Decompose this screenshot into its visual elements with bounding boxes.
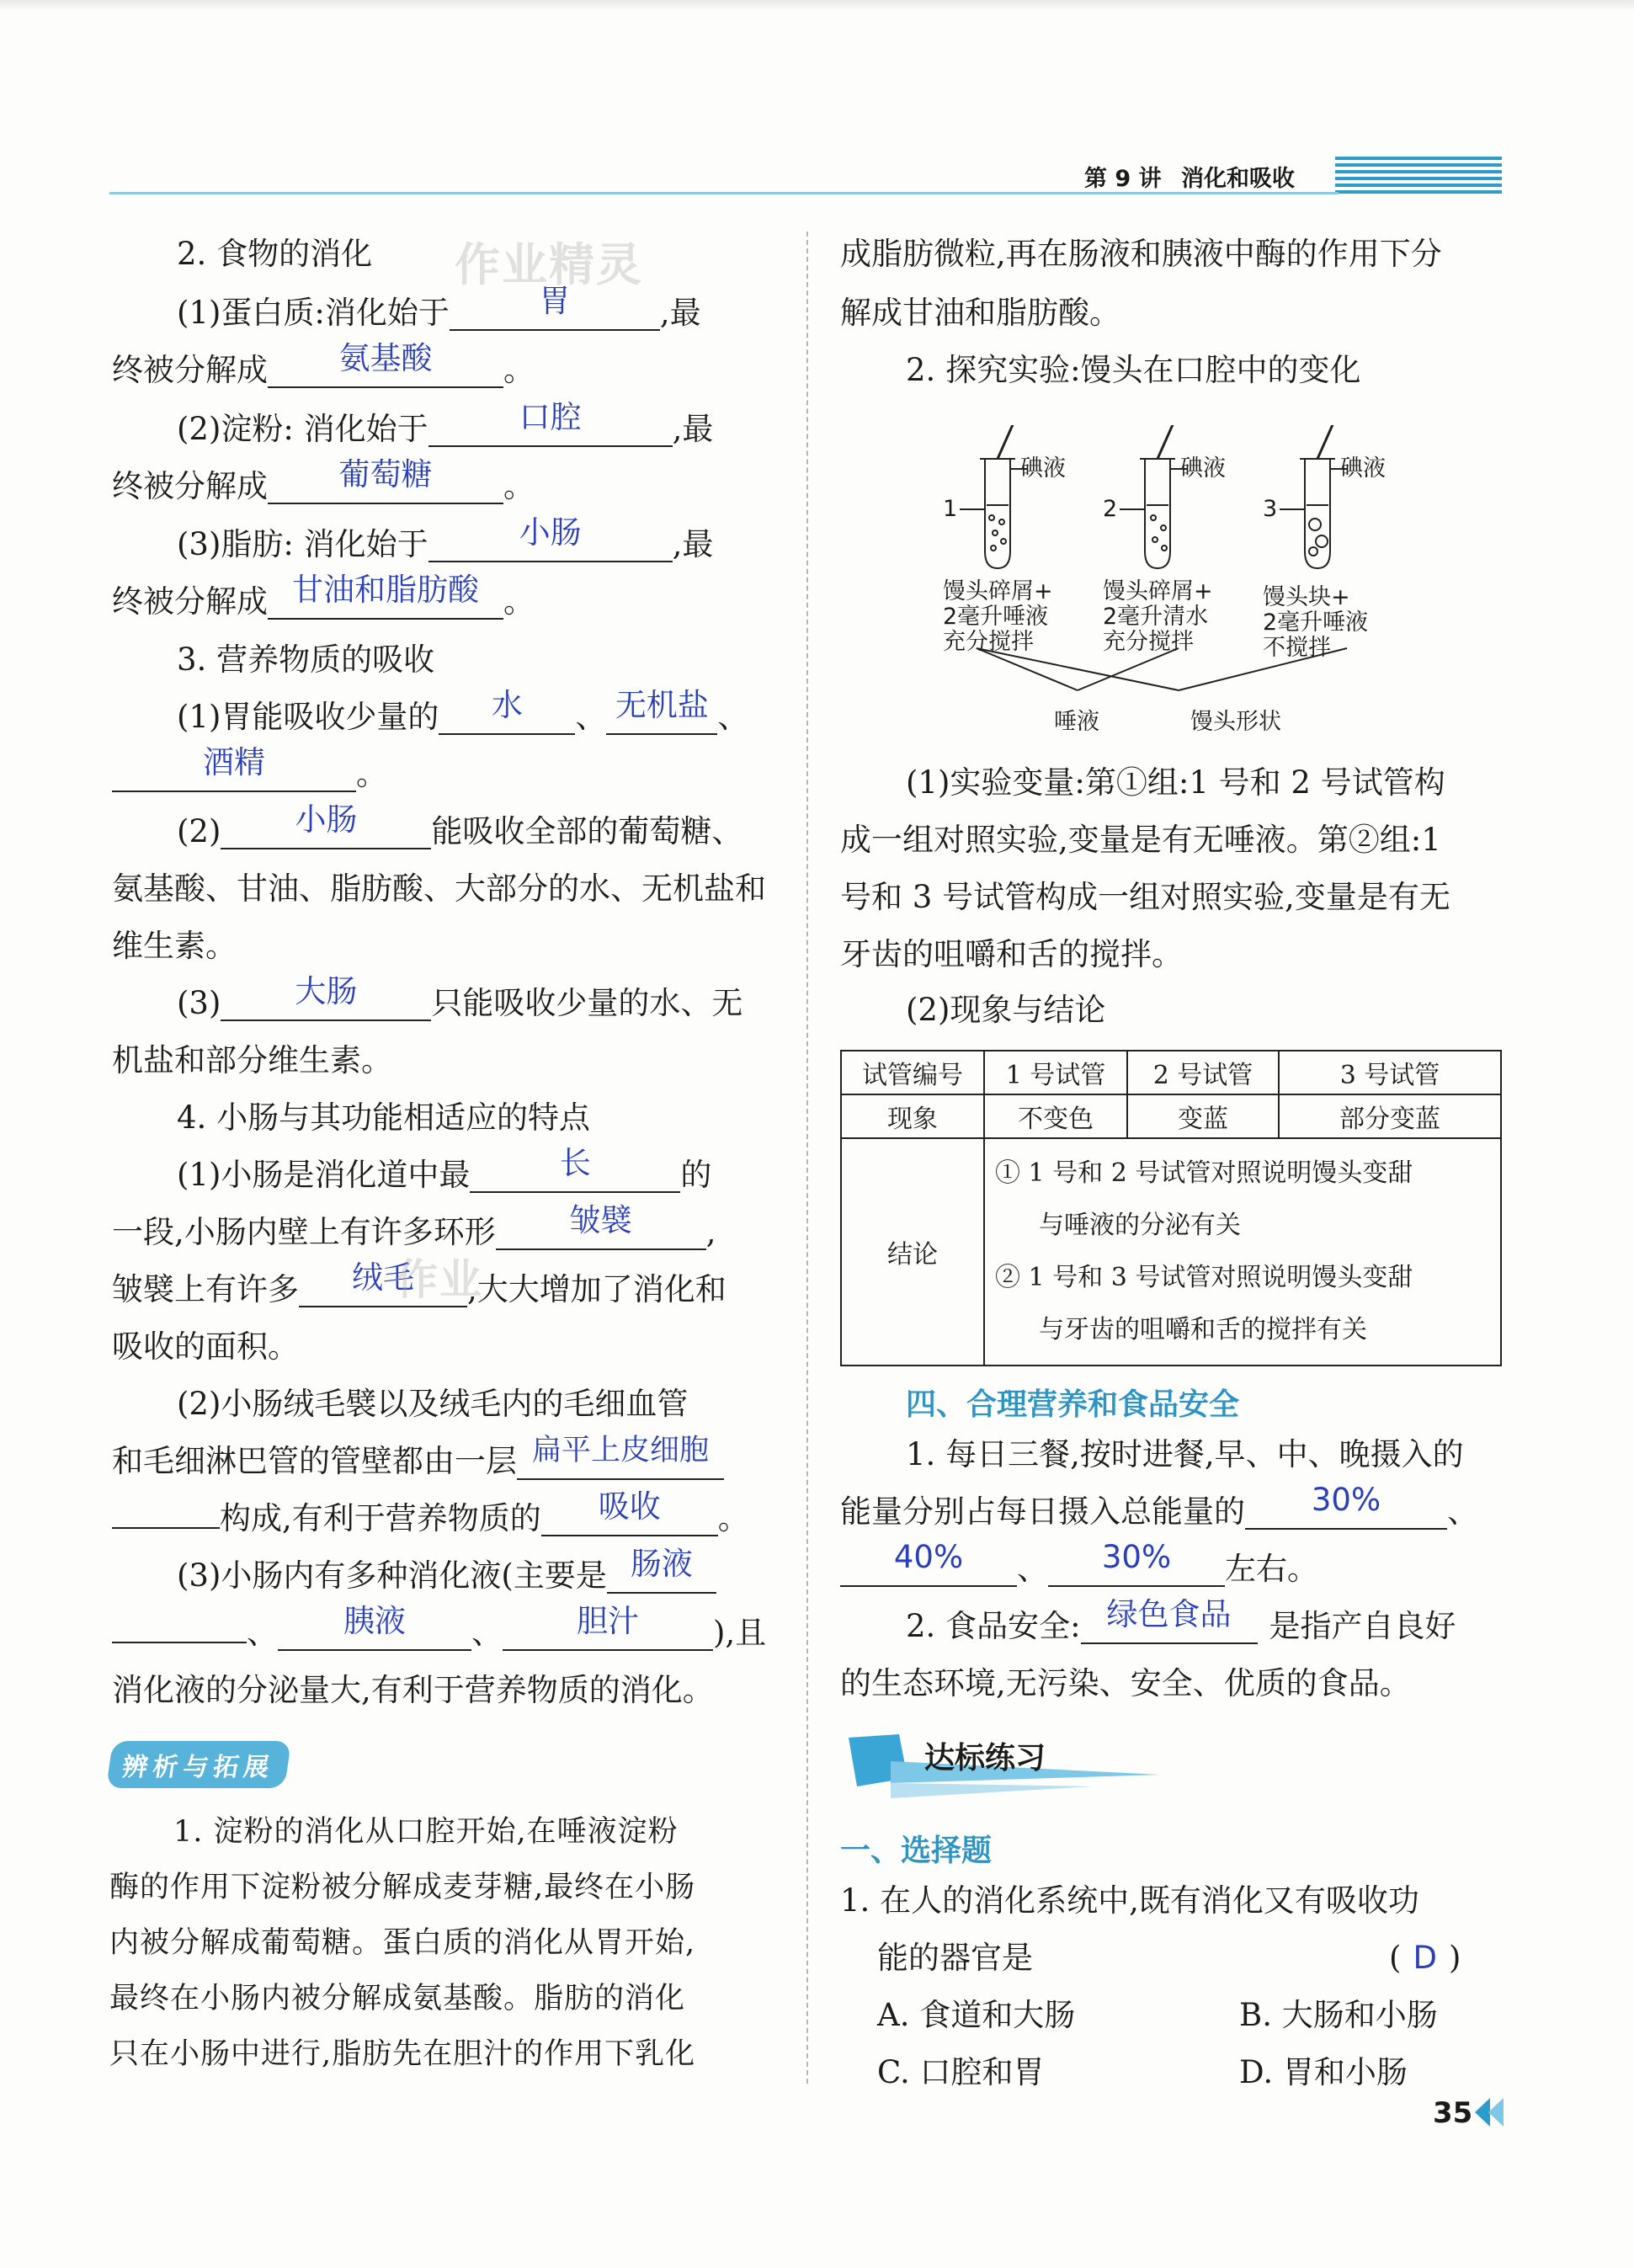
answer-water: 水 [491, 687, 523, 723]
table-row [841, 1051, 1501, 1094]
meal-line-3: 40% 、 30% 左右。 [840, 1551, 1318, 1588]
answer-breakfast-30: 30% [1311, 1482, 1381, 1518]
option-d: D. 胃和小肠 [1239, 2054, 1408, 2090]
conclusion-1b: 与唾液的分泌有关 [1039, 1211, 1241, 1240]
right-continuation-1: 成脂肪微粒,再在肠液和胰液中酶的作用下分 [840, 236, 1442, 272]
conclusion-2a: ② 1 号和 3 号试管对照说明馒头变甜 [995, 1263, 1413, 1292]
answer-squamous-epithelium: 扁平上皮细胞 [531, 1434, 709, 1467]
answer-blank [496, 1202, 706, 1250]
answer-blank [450, 283, 660, 331]
section-3-title: 3. 营养物质的吸收 [177, 642, 435, 678]
iodine-label-3: 碘液 [1340, 455, 1386, 482]
answer-blank [112, 744, 356, 792]
protein-line-2: 终被分解成 氨基酸 。 [112, 340, 535, 388]
header-title [1084, 160, 1295, 193]
absorb-3-line-1: (3) 大肠 只能吸收少量的水、无 [177, 973, 743, 1021]
table-row [841, 1094, 1501, 1138]
answer-bile: 胆汁 [577, 1603, 639, 1639]
answer-dinner-30: 30% [1101, 1539, 1172, 1575]
tube-3-caption: 馒头块+ 2毫升唾液 不搅拌 [1263, 584, 1369, 661]
lesson-number: 第 9 讲 [1084, 166, 1162, 192]
answer-mouth: 口腔 [519, 399, 582, 435]
answer-blank [221, 973, 431, 1021]
answer-blank [541, 1488, 718, 1536]
answer-blank [221, 801, 431, 849]
answer-intestinal-juice: 肠液 [630, 1546, 693, 1582]
results-table [840, 1050, 1502, 1366]
tube-number-1: 1 [943, 496, 958, 522]
food-safety-line-1: 2. 食品安全: 绿色食品 是指产自良好 [906, 1596, 1456, 1644]
tube-1-caption: 馒头碎屑+ 2毫升唾液 充分搅拌 [943, 578, 1053, 655]
test-tube-3 [1280, 425, 1365, 568]
tube-2-caption: 馒头碎屑+ 2毫升清水 充分搅拌 [1103, 578, 1213, 655]
answer-blank [606, 687, 717, 735]
extension-line-4: 最终在小肠内被分解成氨基酸。脂肪的消化 [109, 1982, 686, 2015]
iodine-label-2: 碘液 [1180, 455, 1226, 482]
practice-banner [840, 1728, 1160, 1803]
table-header-cell: 2 号试管 [1127, 1051, 1279, 1094]
lesson-title: 消化和吸收 [1181, 166, 1295, 192]
starch-line-2: 终被分解成 葡萄糖 。 [112, 456, 535, 504]
extension-paragraph [109, 1804, 774, 2082]
variable-saliva-label: 唾液 [1054, 709, 1099, 735]
variable-line-4: 牙齿的咀嚼和舌的搅拌。 [840, 936, 1183, 972]
watermark-2: 作业 [396, 1255, 483, 1304]
absorb-1-line-2: 酒精 。 [112, 756, 387, 793]
absorb-1-line-1: (1)胃能吸收少量的 水 、 无机盐 、 [177, 687, 749, 735]
option-c: C. 口腔和胃 [877, 2054, 1045, 2090]
table-cell: 不变色 [984, 1094, 1127, 1138]
answer-blank [112, 1642, 247, 1643]
table-header-cell: 1 号试管 [984, 1051, 1127, 1094]
answer-blank [112, 1527, 220, 1529]
absorb-3-line-2: 机盐和部分维生素。 [112, 1042, 392, 1078]
intestine-1-line-4: 吸收的面积。 [112, 1328, 299, 1365]
answer-blank [428, 514, 673, 562]
answer-small-intestine: 小肠 [519, 514, 582, 551]
variable-line-1: (1)实验变量:第①组:1 号和 2 号试管构 [906, 764, 1445, 801]
phenomena-title: (2)现象与结论 [906, 992, 1106, 1028]
intestine-2-line-1: (2)小肠绒毛襞以及绒毛内的毛细血管 [177, 1386, 689, 1422]
answer-stomach: 胃 [539, 283, 571, 319]
answer-blank [840, 1539, 1017, 1587]
page-arrow-icon-2 [1488, 2098, 1504, 2127]
conclusion-cell [984, 1138, 1501, 1366]
table-header-cell: 3 号试管 [1279, 1051, 1501, 1094]
column-divider [806, 232, 808, 2084]
answer-alcohol: 酒精 [203, 744, 265, 780]
section-2-title: 2. 食物的消化 [177, 236, 373, 272]
table-cell: 现象 [841, 1094, 984, 1138]
absorb-2-line-1: (2) 小肠 能吸收全部的葡萄糖、 [177, 801, 743, 849]
extension-line-3: 内被分解成葡萄糖。蛋白质的消化从胃开始, [109, 1926, 696, 1960]
page-top-edge [0, 0, 1634, 12]
tube-number-2: 2 [1103, 496, 1118, 522]
answer-amino-acid: 氨基酸 [338, 340, 433, 376]
intestine-2-line-3: 构成,有利于营养物质的 吸收 。 [112, 1500, 749, 1537]
table-cell: 结论 [841, 1138, 984, 1366]
answer-longest: 长 [559, 1145, 591, 1181]
option-a: A. 食道和大肠 [877, 1997, 1076, 2033]
answer-folds: 皱襞 [569, 1202, 632, 1238]
page-number: 35 [1433, 2096, 1473, 2130]
answer-blank [470, 1145, 680, 1193]
answer-blank [428, 399, 673, 447]
answer-pancreatic-juice: 胰液 [343, 1603, 406, 1639]
right-continuation-2: 解成甘油和脂肪酸。 [840, 295, 1120, 331]
answer-D: D [1413, 1940, 1437, 1976]
analysis-extension-banner [109, 1741, 288, 1788]
answer-blank [607, 1546, 716, 1594]
variable-line-3: 号和 3 号试管构成一组对照实验,变量是有无 [840, 879, 1450, 915]
choice-heading: 一、选择题 [840, 1834, 993, 1868]
table-header-cell: 试管编号 [841, 1051, 984, 1094]
answer-blank [1245, 1482, 1447, 1530]
table-cell: 部分变蓝 [1279, 1094, 1501, 1138]
intestine-3-line-2: 、 胰液 、 胆汁 ),且 [112, 1615, 766, 1652]
fat-line-1: (3)脂肪: 消化始于 小肠 ,最 [177, 514, 714, 562]
question-1-line-2: 能的器官是 [877, 1940, 1033, 1976]
absorb-2-line-3: 维生素。 [112, 928, 237, 964]
extension-line-2: 酶的作用下淀粉被分解成麦芽糖,最终在小肠 [109, 1871, 696, 1904]
answer-glucose: 葡萄糖 [338, 456, 433, 492]
starch-line-1: (2)淀粉: 消化始于 口腔 ,最 [177, 399, 714, 447]
extension-line-5: 只在小肠中进行,脂肪先在胆汁的作用下乳化 [109, 2037, 696, 2071]
intestine-1-line-3: 皱襞上有许多 绒毛 ,大大增加了消化和 [112, 1259, 727, 1307]
absorb-2-line-2: 氨基酸、甘油、脂肪酸、大部分的水、无机盐和 [112, 870, 766, 907]
analysis-extension-badge: 辨析与拓展 [106, 1741, 291, 1788]
intestine-3-line-1: (3)小肠内有多种消化液(主要是 肠液 [177, 1557, 716, 1595]
header-rule [109, 192, 1339, 194]
table-row [841, 1138, 1501, 1366]
meal-line-2: 能量分别占每日摄入总能量的 30% 、 [840, 1482, 1478, 1530]
answer-glycerol-fatty-acid: 甘油和脂肪酸 [292, 572, 479, 608]
intestine-3-line-3: 消化液的分泌量大,有利于营养物质的消化。 [112, 1672, 714, 1708]
answer-blank [439, 687, 575, 735]
question-1-line-1: 1. 在人的消化系统中,既有消化又有吸收功 [840, 1882, 1419, 1919]
option-b: B. 大肠和小肠 [1239, 1997, 1438, 2033]
intestine-1-line-2: 一段,小肠内壁上有许多环形 皱襞 , [112, 1202, 716, 1250]
answer-blank [1048, 1539, 1225, 1587]
answer-blank [503, 1603, 713, 1651]
test-tube-2 [1120, 425, 1206, 568]
tube-number-3: 3 [1263, 496, 1278, 522]
test-tube-1 [960, 425, 1046, 568]
variable-shape-label: 馒头形状 [1190, 709, 1281, 735]
conclusion-2b: 与牙齿的咀嚼和舌的搅拌有关 [1039, 1315, 1367, 1344]
experiment-title: 2. 探究实验:馒头在口腔中的变化 [906, 352, 1361, 388]
answer-large-intestine: 大肠 [295, 973, 358, 1009]
variable-line-2: 成一组对照实验,变量是有无唾液。第②组:1 [840, 822, 1441, 858]
experiment-diagram [926, 425, 1448, 745]
iodine-label-1: 碘液 [1020, 455, 1066, 482]
answer-blank [517, 1434, 724, 1480]
food-safety-line-2: 的生态环境,无污染、安全、优质的食品。 [840, 1665, 1411, 1701]
extension-line-1: 1. 淀粉的消化从口腔开始,在唾液淀粉 [173, 1815, 679, 1849]
watermark: 作业精灵 [455, 238, 643, 291]
answer-lunch-40: 40% [893, 1539, 964, 1575]
answer-inorganic-salt: 无机盐 [615, 687, 709, 723]
intestine-1-line-1: (1)小肠是消化道中最 长 的 [177, 1145, 712, 1193]
section-4-heading: 四、合理营养和食品安全 [906, 1387, 1240, 1422]
answer-absorption: 吸收 [598, 1488, 661, 1525]
answer-blank [278, 1603, 471, 1651]
practice-title: 达标练习 [924, 1741, 1046, 1776]
answer-blank [1081, 1596, 1258, 1644]
table-cell: 变蓝 [1127, 1094, 1279, 1138]
conclusion-1a: ① 1 号和 2 号试管对照说明馒头变甜 [995, 1158, 1413, 1188]
intestine-2-line-2: 和毛细淋巴管的管壁都由一层 扁平上皮细胞 [112, 1443, 724, 1480]
question-1-answer: ( D ) [1389, 1940, 1461, 1976]
header-stripes [1335, 157, 1502, 194]
answer-small-intestine-2: 小肠 [295, 801, 358, 838]
answer-green-food: 绿色食品 [1106, 1596, 1232, 1632]
section-4-title: 4. 小肠与其功能相适应的特点 [177, 1099, 591, 1136]
protein-line-1: (1)蛋白质:消化始于 胃 ,最 [177, 283, 701, 331]
answer-villi: 绒毛 [352, 1259, 414, 1296]
meal-line-1: 1. 每日三餐,按时进餐,早、中、晚摄入的 [906, 1436, 1464, 1472]
fat-line-2: 终被分解成 甘油和脂肪酸 。 [112, 572, 535, 620]
